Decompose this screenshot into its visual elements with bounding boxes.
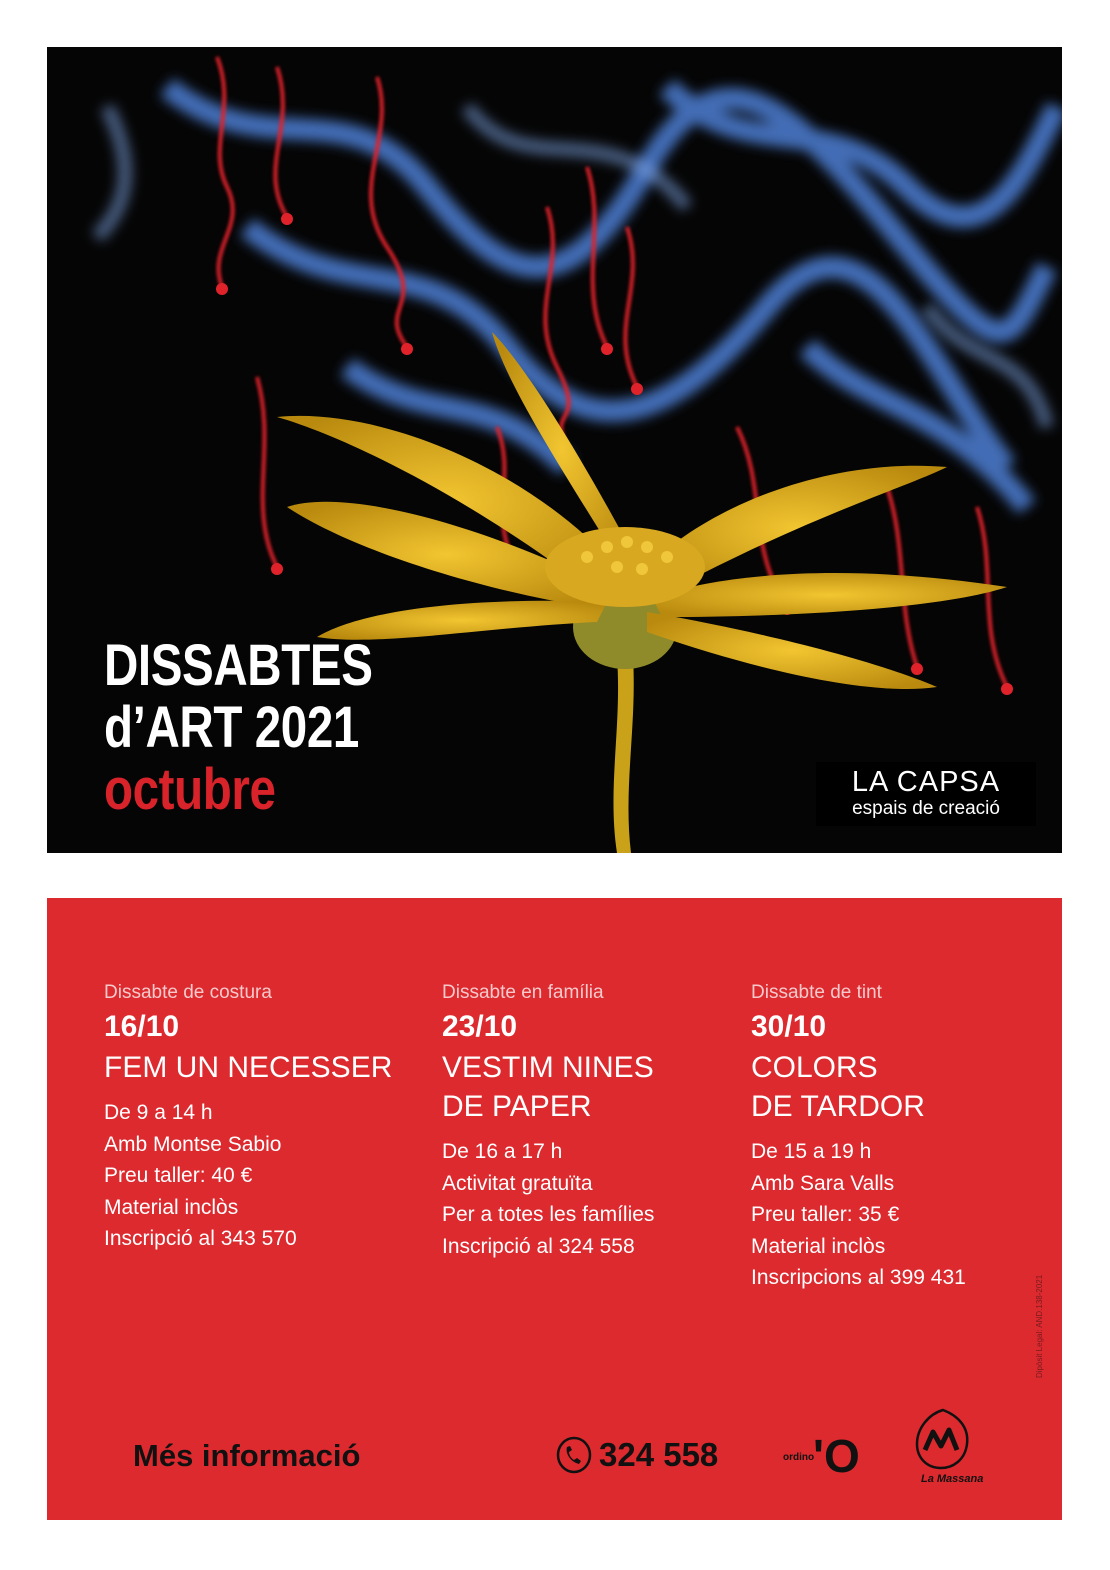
phone-text: 324 558 [599, 1436, 719, 1473]
ordino-logo [783, 1426, 875, 1478]
detail-line: Inscripció al 324 558 [442, 1234, 635, 1258]
detail-line: Material inclòs [751, 1234, 886, 1258]
event-column [751, 982, 966, 1294]
more-info-label: Més informació [133, 1438, 361, 1473]
detail-line: Preu taller: 35 € [751, 1203, 900, 1226]
event-date: 16/10 [104, 1010, 180, 1043]
la-massana-logo [907, 1406, 985, 1486]
detail-line: Inscripcions al 399 431 [751, 1266, 966, 1289]
detail-line: De 16 a 17 h [442, 1140, 563, 1163]
detail-line: Amb Sara Valls [751, 1171, 895, 1195]
detail-line: Activitat gratuïta [442, 1171, 593, 1195]
phone-number[interactable] [555, 1436, 718, 1474]
detail-line: De 15 a 19 h [751, 1140, 872, 1163]
detail-line: Per a totes les famílies [442, 1203, 655, 1226]
event-title [104, 635, 373, 821]
massana-label: La Massana [921, 1473, 984, 1485]
event-kicker: Dissabte de tint [751, 982, 882, 1003]
la-capsa-logo [816, 762, 1036, 826]
headline-line: DE TARDOR [751, 1090, 925, 1123]
legal-deposit: Dipòsit Legal: AND.138-2021 [1035, 1274, 1044, 1378]
event-column [104, 982, 392, 1255]
event-kicker: Dissabte en família [442, 982, 604, 1003]
event-column [442, 982, 654, 1262]
event-headline [751, 1048, 966, 1126]
event-details [104, 1097, 392, 1255]
event-headline [442, 1048, 654, 1126]
detail-line: De 9 a 14 h [104, 1101, 213, 1124]
brand-name: LA CAPSA [851, 766, 1001, 798]
detail-line: Preu taller: 40 € [104, 1164, 253, 1187]
ordino-small-text: ordino [783, 1452, 815, 1463]
headline-line: FEM UN NECESSER [104, 1051, 393, 1084]
event-date: 30/10 [751, 1010, 827, 1043]
headline-line: DE PAPER [442, 1090, 592, 1123]
events-panel [47, 898, 1062, 1520]
brand-tagline: espais de creació [852, 798, 1000, 819]
event-kicker: Dissabte de costura [104, 982, 272, 1003]
hero-image [47, 47, 1062, 853]
phone-icon [555, 1436, 593, 1474]
detail-line: Inscripció al 343 570 [104, 1227, 297, 1250]
ordino-mark: 'O [813, 1430, 860, 1478]
headline-line: COLORS [751, 1051, 878, 1084]
title-line-2: d’ART 2021 [104, 695, 359, 760]
title-month: octubre [104, 757, 276, 822]
event-headline [104, 1048, 392, 1087]
event-details [442, 1136, 654, 1262]
headline-line: VESTIM NINES [442, 1051, 654, 1084]
detail-line: Amb Montse Sabio [104, 1132, 282, 1156]
title-line-1: DISSABTES [104, 633, 373, 698]
detail-line: Material inclòs [104, 1195, 239, 1219]
event-date: 23/10 [442, 1010, 518, 1043]
event-details [751, 1136, 966, 1294]
